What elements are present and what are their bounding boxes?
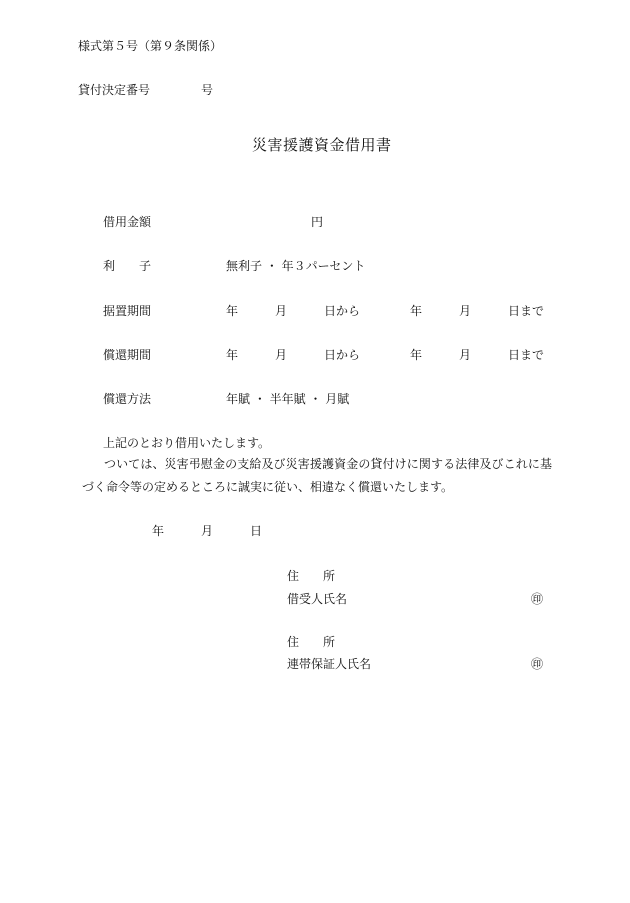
form-number: 様式第５号（第９条関係） bbox=[78, 39, 223, 53]
statement-body: ついては、災害弔慰金の支給及び災害援護資金の貸付けに関する法律及びこれに基づく命令等の定めるところに誠実に従い、相違なく償還いたします。 bbox=[82, 457, 552, 494]
guarantor-seal-mark: ㊞ bbox=[531, 657, 544, 671]
deferral-month-to: 月 bbox=[459, 304, 472, 318]
borrower-name-label: 借受人氏名 bbox=[287, 592, 348, 606]
loan-number-label: 貸付決定番号 bbox=[78, 83, 151, 97]
document-title: 災害援護資金借用書 bbox=[252, 136, 392, 154]
repayment-month-to: 月 bbox=[459, 348, 472, 362]
repayment-month-from: 月 bbox=[275, 348, 288, 362]
repayment-year-to: 年 bbox=[410, 348, 423, 362]
guarantor-name-label: 連帯保証人氏名 bbox=[287, 657, 372, 671]
guarantor-address-label: 住 所 bbox=[287, 635, 336, 649]
repayment-period-label: 償還期間 bbox=[103, 348, 152, 362]
deferral-day-to: 日まで bbox=[508, 304, 545, 318]
deferral-month-from: 月 bbox=[275, 304, 288, 318]
borrower-address-label: 住 所 bbox=[287, 569, 336, 583]
repayment-method-label: 償還方法 bbox=[103, 392, 152, 406]
repayment-method-value: 年賦 ・ 半年賦 ・ 月賦 bbox=[226, 392, 350, 406]
date-year: 年 bbox=[152, 524, 165, 538]
repayment-day-to: 日まで bbox=[508, 348, 545, 362]
amount-label: 借用金額 bbox=[103, 215, 152, 229]
repayment-year-from: 年 bbox=[226, 348, 239, 362]
deferral-year-to: 年 bbox=[410, 304, 423, 318]
deferral-label: 据置期間 bbox=[103, 304, 152, 318]
deferral-day-from: 日から bbox=[324, 304, 361, 318]
statement-line-1: 上記のとおり借用いたします。 bbox=[103, 436, 271, 450]
deferral-year-from: 年 bbox=[226, 304, 239, 318]
date-month: 月 bbox=[201, 524, 214, 538]
loan-number-suffix: 号 bbox=[201, 83, 214, 97]
interest-value: 無利子 ・ 年３パーセント bbox=[226, 259, 366, 273]
borrower-seal-mark: ㊞ bbox=[531, 592, 544, 606]
amount-unit: 円 bbox=[311, 215, 324, 229]
date-day: 日 bbox=[250, 524, 263, 538]
repayment-day-from: 日から bbox=[324, 348, 361, 362]
interest-label: 利 子 bbox=[103, 259, 152, 273]
